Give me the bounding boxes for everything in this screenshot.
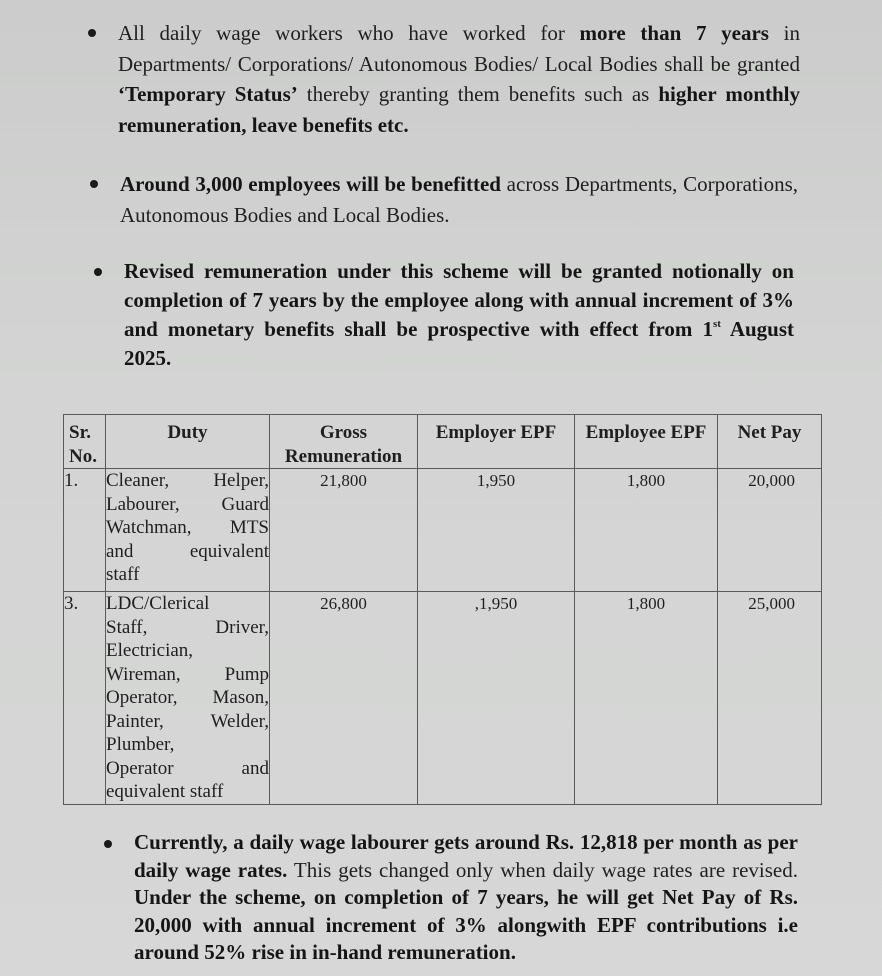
- bullet-text: [118, 21, 800, 137]
- bullet-dot-icon: [88, 29, 96, 37]
- cell-sr-no: 1.: [64, 469, 106, 592]
- cell-duty: [106, 469, 270, 592]
- bullet-dot-icon: [94, 268, 102, 276]
- duty-line: Plumber,: [106, 734, 175, 755]
- cell-employee-epf: 1,800: [575, 592, 718, 805]
- bold-text-run: ‘Temporary Status’: [118, 82, 298, 106]
- header-duty: Duty: [106, 415, 270, 469]
- bullet-text: [124, 259, 794, 370]
- table-row: [64, 592, 822, 805]
- remuneration-table: [63, 414, 822, 805]
- duty-line: and equivalent: [106, 540, 269, 562]
- text-run: This gets changed only when daily wage rates are revised.: [287, 857, 798, 882]
- cell-net-pay: 25,000: [718, 592, 822, 805]
- bullet-dot-icon: [90, 180, 98, 188]
- bullet-temporary-status: [118, 18, 800, 140]
- duty-line: Labourer, Guard: [106, 493, 269, 515]
- text-run: across Departments, Corporations, Autonomous Bodies and Local Bodies.: [120, 172, 798, 227]
- bullet-dot-icon: [104, 840, 112, 848]
- cell-gross-remuneration: 26,800: [270, 592, 418, 805]
- bold-text-run: August 2025.: [124, 317, 795, 370]
- bullet-text: [120, 172, 798, 227]
- bold-text-run: Revised remuneration under this scheme will be granted notionally on completion of 7 years by the employee along with annual increment of 3% and monetary benefits shall be prospective with effect from 1: [124, 259, 794, 341]
- cell-employer-epf: 1,950: [418, 469, 575, 592]
- text-run: thereby granting them benefits such as: [297, 82, 659, 106]
- duty-line: Watchman, MTS: [106, 517, 269, 538]
- bullet-revised-remuneration: [124, 257, 794, 373]
- bullet-employees-benefitted: [120, 169, 798, 230]
- bold-text-run: more than 7 years: [579, 21, 769, 45]
- header-employer-epf: Employer EPF: [418, 415, 575, 469]
- bold-text-run: st: [712, 318, 721, 330]
- header-gross-remuneration: Gross Remuneration: [270, 415, 418, 469]
- bullet-text: [134, 830, 798, 964]
- bullet-current-wage-comparison: [134, 829, 798, 967]
- cell-gross-remuneration: 21,800: [270, 469, 418, 592]
- duty-line: Staff, Driver,: [106, 616, 269, 638]
- cell-net-pay: 20,000: [718, 469, 822, 592]
- text-run: in Departments/ Corporations/ Autonomous Bodies/ Local Bodies shall be granted: [118, 21, 800, 76]
- duty-line: staff: [106, 564, 140, 585]
- bold-text-run: Currently, a daily wage labourer gets around Rs. 12,818 per month as per daily wage rates.: [134, 830, 798, 882]
- cell-duty: [106, 592, 270, 805]
- header-net-pay: Net Pay: [718, 415, 822, 469]
- table-row: [64, 469, 822, 592]
- duty-line: Operator and: [106, 757, 269, 779]
- duty-line: Cleaner, Helper,: [106, 470, 269, 491]
- bold-text-run: higher monthly remuneration, leave benefits etc.: [118, 82, 801, 137]
- table-header-row: [64, 415, 822, 469]
- duty-line: LDC/Clerical: [106, 593, 210, 614]
- duty-line: Electrician,: [106, 640, 194, 661]
- header-sr-no: Sr. No.: [64, 415, 106, 469]
- cell-employee-epf: 1,800: [575, 469, 718, 592]
- cell-employer-epf: ,1,950: [418, 592, 575, 805]
- duty-line: Painter, Welder,: [106, 710, 269, 732]
- text-run: All daily wage workers who have worked for: [118, 21, 580, 45]
- bold-text-run: Under the scheme, on completion of 7 years, he will get Net Pay of Rs. 20,000 with annual increment of 3% alongwith EPF contributions i.e around 52% rise in in-hand remuneration.: [134, 885, 798, 964]
- bold-text-run: Around 3,000 employees will be benefitted: [120, 172, 501, 196]
- header-employee-epf: Employee EPF: [575, 415, 718, 469]
- cell-sr-no: 3.: [64, 592, 106, 805]
- duty-line: Wireman, Pump: [106, 663, 269, 685]
- duty-line: Operator, Mason,: [106, 687, 269, 708]
- duty-line: equivalent staff: [106, 781, 224, 802]
